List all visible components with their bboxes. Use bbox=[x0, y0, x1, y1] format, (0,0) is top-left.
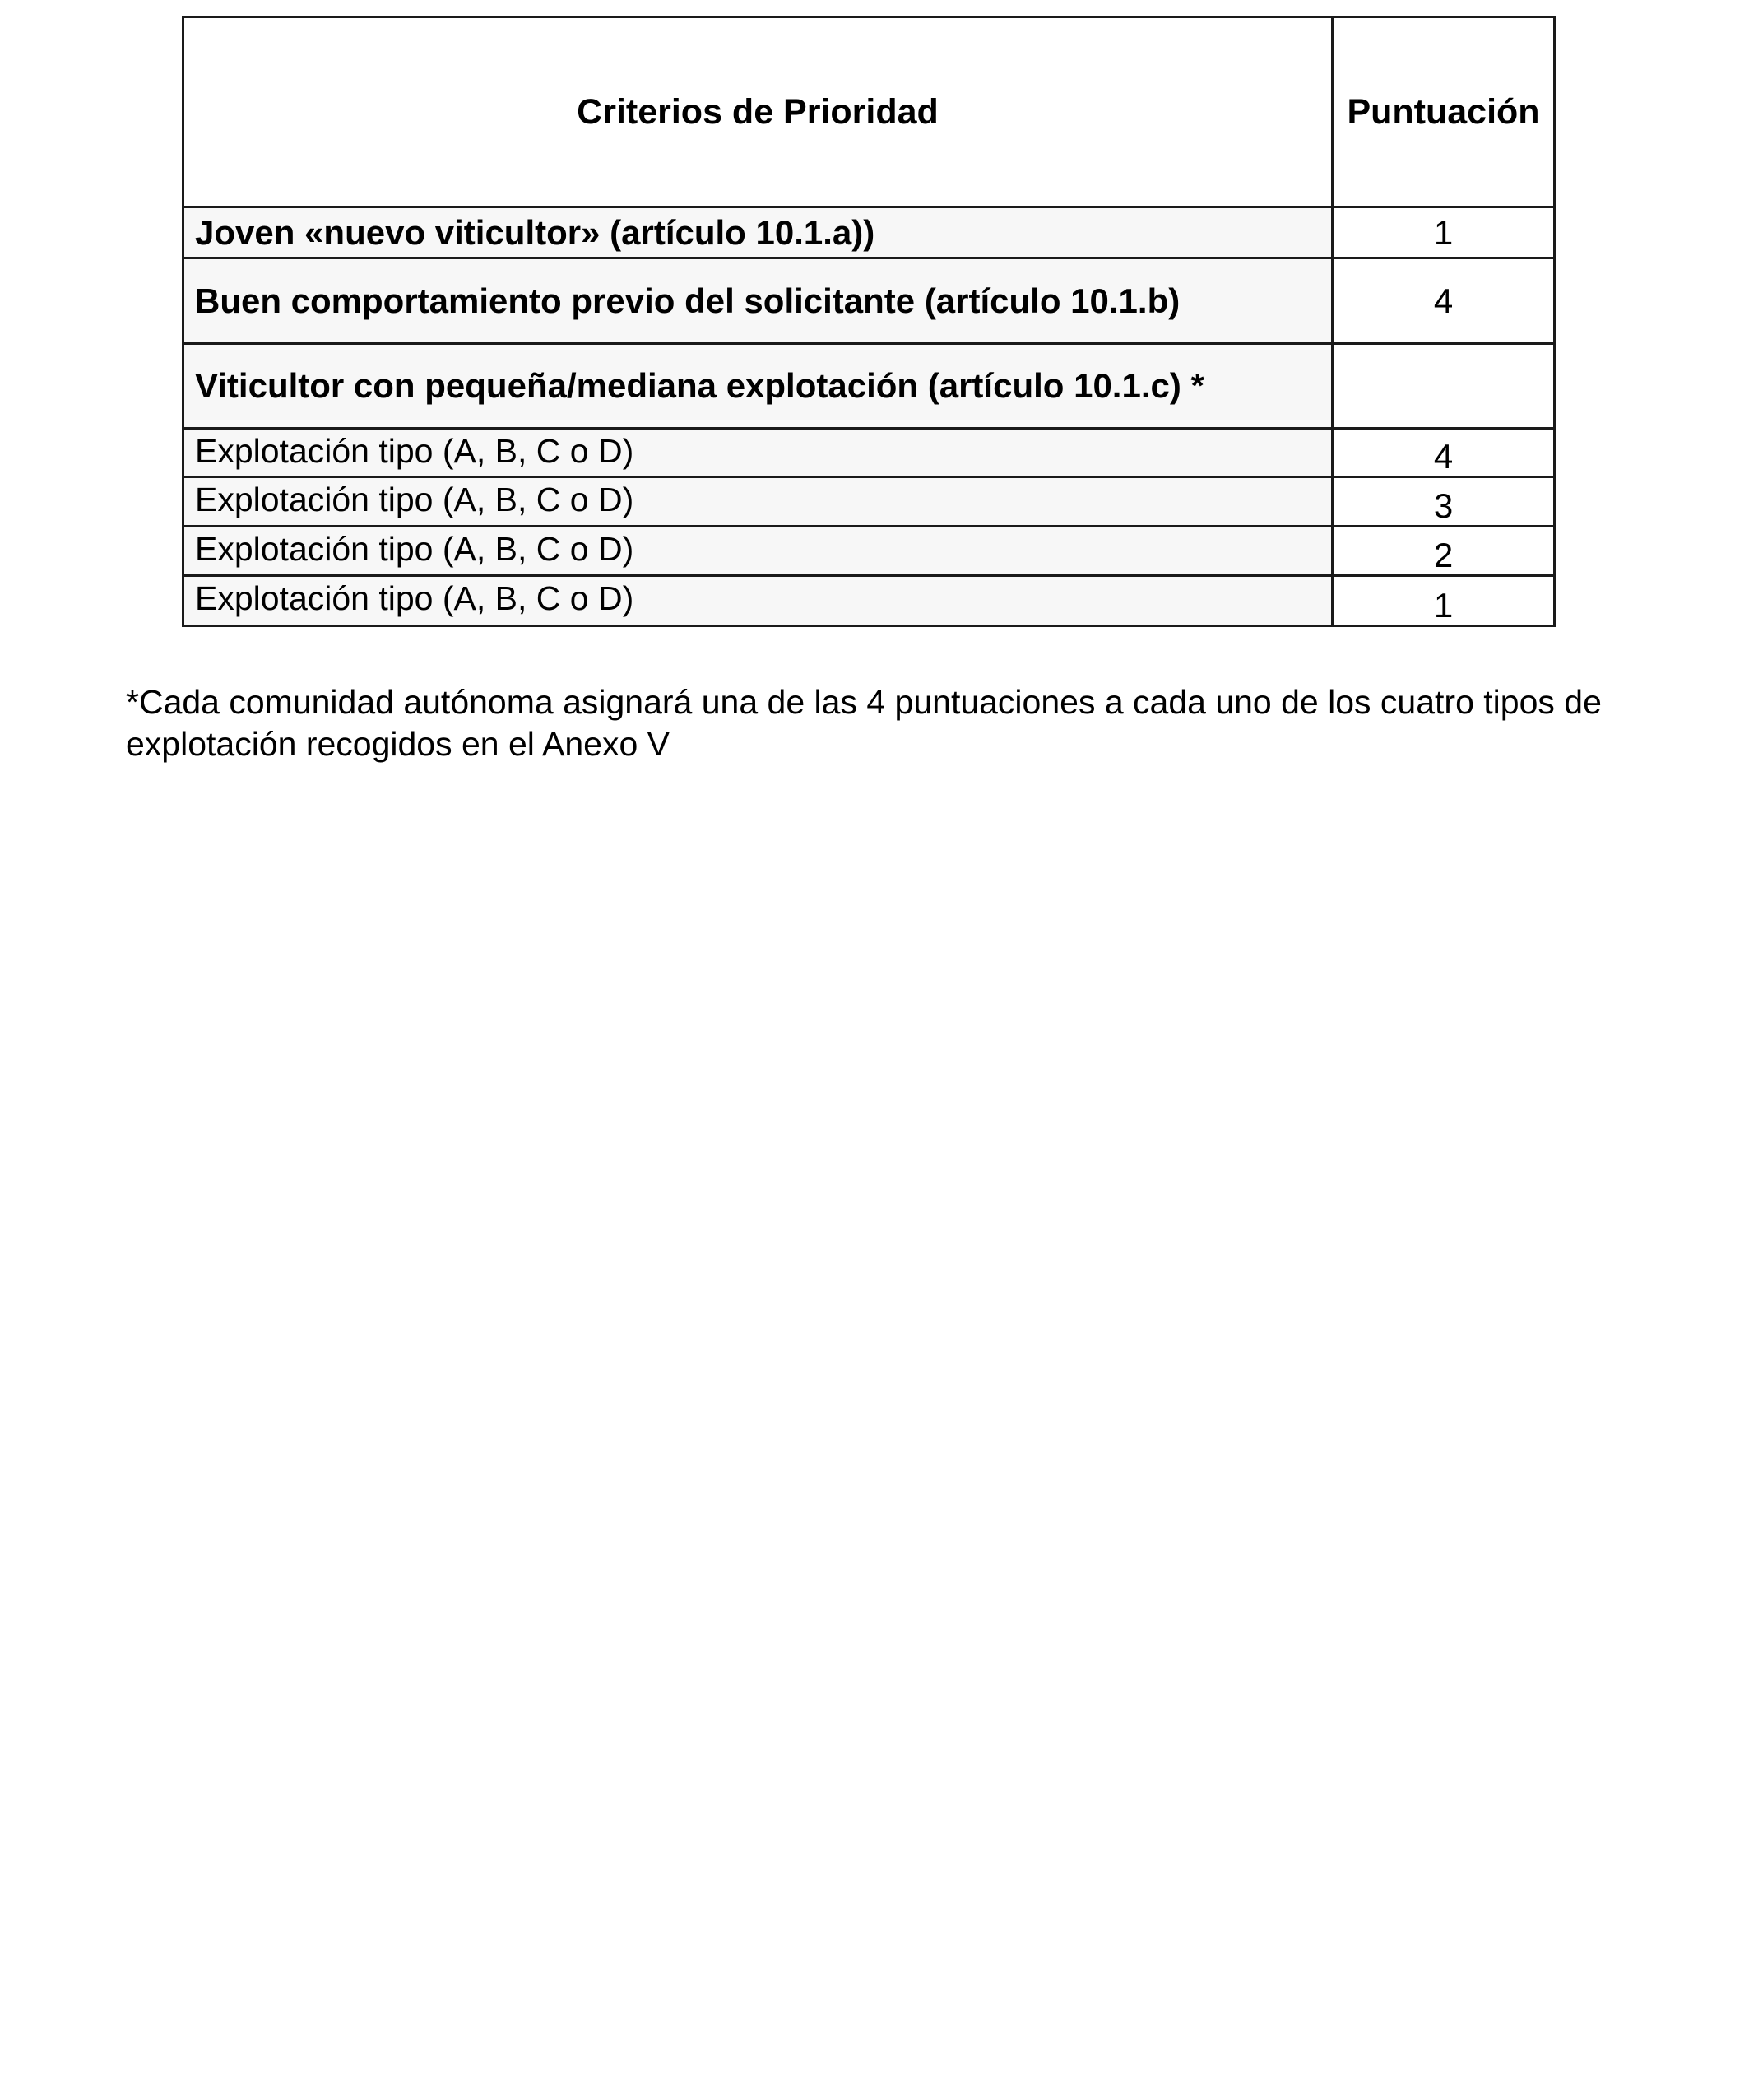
table-row bbox=[183, 527, 1555, 576]
criterion-label: Joven «nuevo viticultor» (artículo 10.1.a)) bbox=[183, 207, 1333, 258]
footnote-line-2: explotación recogidos en el Anexo V bbox=[126, 725, 670, 763]
farm-type-score: 3 bbox=[1333, 477, 1555, 527]
criterion-score: 4 bbox=[1333, 258, 1555, 344]
header-criteria: Criterios de Prioridad bbox=[183, 17, 1333, 207]
header-score: Puntuación bbox=[1333, 17, 1555, 207]
priority-criteria-table bbox=[182, 16, 1556, 627]
table-row bbox=[183, 477, 1555, 527]
footnote-line-1: *Cada comunidad autónoma asignará una de las 4 puntuaciones a cada uno de los cuatro tipos de bbox=[126, 683, 1602, 721]
farm-type-score: 1 bbox=[1333, 576, 1555, 626]
table-row bbox=[183, 429, 1555, 477]
footnote bbox=[126, 681, 1689, 765]
table-row bbox=[183, 258, 1555, 344]
farm-type-score: 2 bbox=[1333, 527, 1555, 576]
criterion-label: Buen comportamiento previo del solicitante (artículo 10.1.b) bbox=[183, 258, 1333, 344]
table-row bbox=[183, 207, 1555, 258]
table-row bbox=[183, 576, 1555, 626]
criterion-label: Viticultor con pequeña/mediana explotación (artículo 10.1.c) * bbox=[183, 344, 1333, 429]
farm-type-score: 4 bbox=[1333, 429, 1555, 477]
farm-type-label: Explotación tipo (A, B, C o D) bbox=[183, 477, 1333, 527]
farm-type-label: Explotación tipo (A, B, C o D) bbox=[183, 527, 1333, 576]
farm-type-label: Explotación tipo (A, B, C o D) bbox=[183, 576, 1333, 626]
table-header-row bbox=[183, 17, 1555, 207]
farm-type-label: Explotación tipo (A, B, C o D) bbox=[183, 429, 1333, 477]
criterion-score: 1 bbox=[1333, 207, 1555, 258]
priority-criteria-table-container bbox=[182, 16, 1556, 627]
criterion-score bbox=[1333, 344, 1555, 429]
table-row bbox=[183, 344, 1555, 429]
